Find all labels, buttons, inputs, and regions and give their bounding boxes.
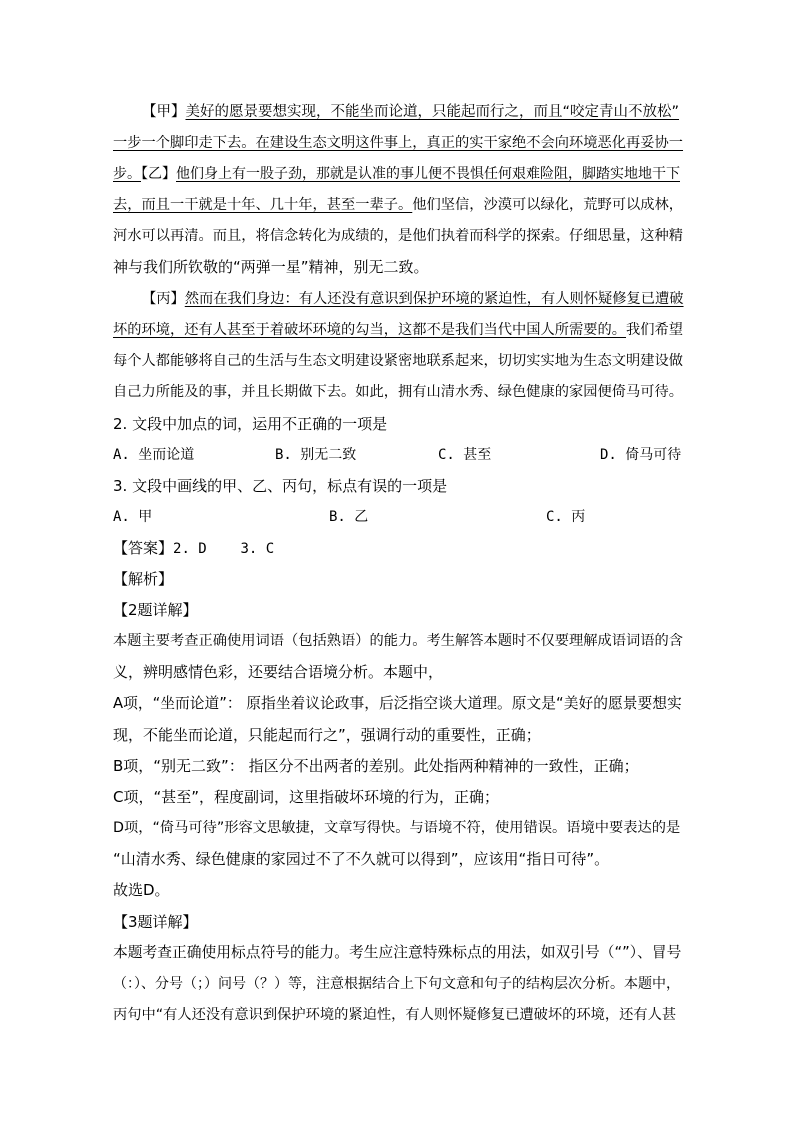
marker-bing: 【丙】 xyxy=(142,291,185,307)
underlined-sentence-jia: 美好的愿景要想实现，不能坐而论道，只能起而行之，而且“咬定青山不放松” xyxy=(185,104,680,120)
detail-line: 义，辨明感情色彩，还要结合语境分析。本题中， xyxy=(113,663,444,681)
detail-line: 本题考查正确使用标点符号的能力。考生应注意特殊标点的用法，如双引号（“”）、冒号 xyxy=(113,944,682,961)
marker-jia: 【甲】 xyxy=(142,104,186,120)
answer-label: 【答案】 xyxy=(113,539,174,557)
detail-line: 丙句中“有人还没有意识到保护环境的紧迫性，有人则怀疑修复已遭破坏的环境，还有人甚 xyxy=(113,1007,677,1023)
underlined-sentence-yi: 去，而且一干就是十年、几十年，甚至一辈子。 xyxy=(113,197,413,213)
marker-yi: 【乙】 xyxy=(141,166,176,182)
detail-line: （：）、分号（；）问号（？）等，注意根据结合上下句文意和句子的结构层次分析。本题中， xyxy=(113,976,680,992)
underlined-sentence-jia: 步。 xyxy=(113,166,141,182)
passage-line: 河水可以再清。而且，将信念转化为成绩的，是他们执着而科学的探索。仔细思量，这种精 xyxy=(113,228,684,244)
passage-line xyxy=(113,196,683,214)
underlined-sentence-yi: 他们身上有一股子劲，那就是认准的事儿便不畏惧任何艰难险阻，脚踏实地地干下 xyxy=(176,166,680,182)
detail-line: D项，“倚马可待”形容文思敏捷，文章写得快。与语境不符，使用错误。语境中要表达的是 xyxy=(113,820,681,836)
detail-line: A项，“坐而论道”： 原指坐着议论政事，后泛指空谈大道理。原文是“美好的愿景要想实 xyxy=(113,695,682,712)
answer-text: 2. D 3. C xyxy=(173,541,275,557)
detail-line: B项，“别无二致”： 指区分不出两者的差别。此处指两种精神的一致性，正确； xyxy=(113,757,639,775)
passage-line: 神与我们所钦敬的“两弹一星”精神，别无二致。 xyxy=(113,258,429,276)
q2-option-c: C. 甚至 xyxy=(438,447,492,463)
detail-line: C项，“甚至”，程度副词，这里指破坏环境的行为，正确； xyxy=(113,788,500,806)
passage-line: 自己力所能及的事，并且长期做下去。如此，拥有山清水秀、绿色健康的家园便倚马可待。 xyxy=(113,384,684,400)
passage-line xyxy=(113,321,683,339)
question-3-stem: 3. 文段中画线的甲、乙、丙句，标点有误的一项是 xyxy=(113,477,448,495)
detail-line: 故选D。 xyxy=(113,881,170,899)
underlined-sentence-jia: 一步一个脚印走下去。在建设生态文明这件事上，真正的实干家绝不会向环境恶化再妥协一 xyxy=(113,135,684,151)
passage-text: 他们坚信，沙漠可以绿化，荒野可以成林， xyxy=(412,197,684,213)
passage-line xyxy=(142,103,679,121)
q2-option-d: D. 倚马可待 xyxy=(600,447,682,463)
detail-heading-3: 【3题详解】 xyxy=(113,913,198,931)
detail-line: 本题主要考查正确使用词语（包括熟语）的能力。考生解答本题时不仅要理解成语词语的含 xyxy=(113,633,684,649)
detail-heading-2: 【2题详解】 xyxy=(113,601,198,619)
detail-line: 现，不能坐而论道，只能起而行之”，强调行动的重要性，正确； xyxy=(113,726,541,744)
analysis-label: 【解析】 xyxy=(113,570,174,588)
q3-option-a: A. 甲 xyxy=(113,509,153,525)
q3-option-c: C. 丙 xyxy=(546,509,586,525)
passage-line xyxy=(113,165,680,183)
question-2-stem: 2. 文段中加点的词，运用不正确的一项是 xyxy=(113,415,388,433)
passage-line xyxy=(142,290,684,308)
underlined-sentence-bing: 坏的环境，还有人甚至于着破坏环境的勾当，这都不是我们当代中国人所需要的。 xyxy=(113,322,627,338)
answer-line xyxy=(113,539,274,558)
underlined-sentence-bing: 然而在我们身边：有人还没有意识到保护环境的紧迫性，有人则怀疑修复已遭破 xyxy=(184,291,684,307)
passage-line xyxy=(113,134,683,152)
detail-line: “山清水秀、绿色健康的家园过不了不久就可以得到”，应该用“指日可待”。 xyxy=(113,850,610,868)
passage-line: 每个人都能够将自己的生活与生态文明建设紧密地联系起来，切切实实地为生态文明建设做 xyxy=(113,353,684,369)
q2-option-b: B. 别无二致 xyxy=(275,447,357,463)
q3-option-b: B. 乙 xyxy=(329,509,369,525)
passage-text: 我们希望 xyxy=(626,322,684,338)
q2-option-a: A. 坐而论道 xyxy=(113,447,195,463)
